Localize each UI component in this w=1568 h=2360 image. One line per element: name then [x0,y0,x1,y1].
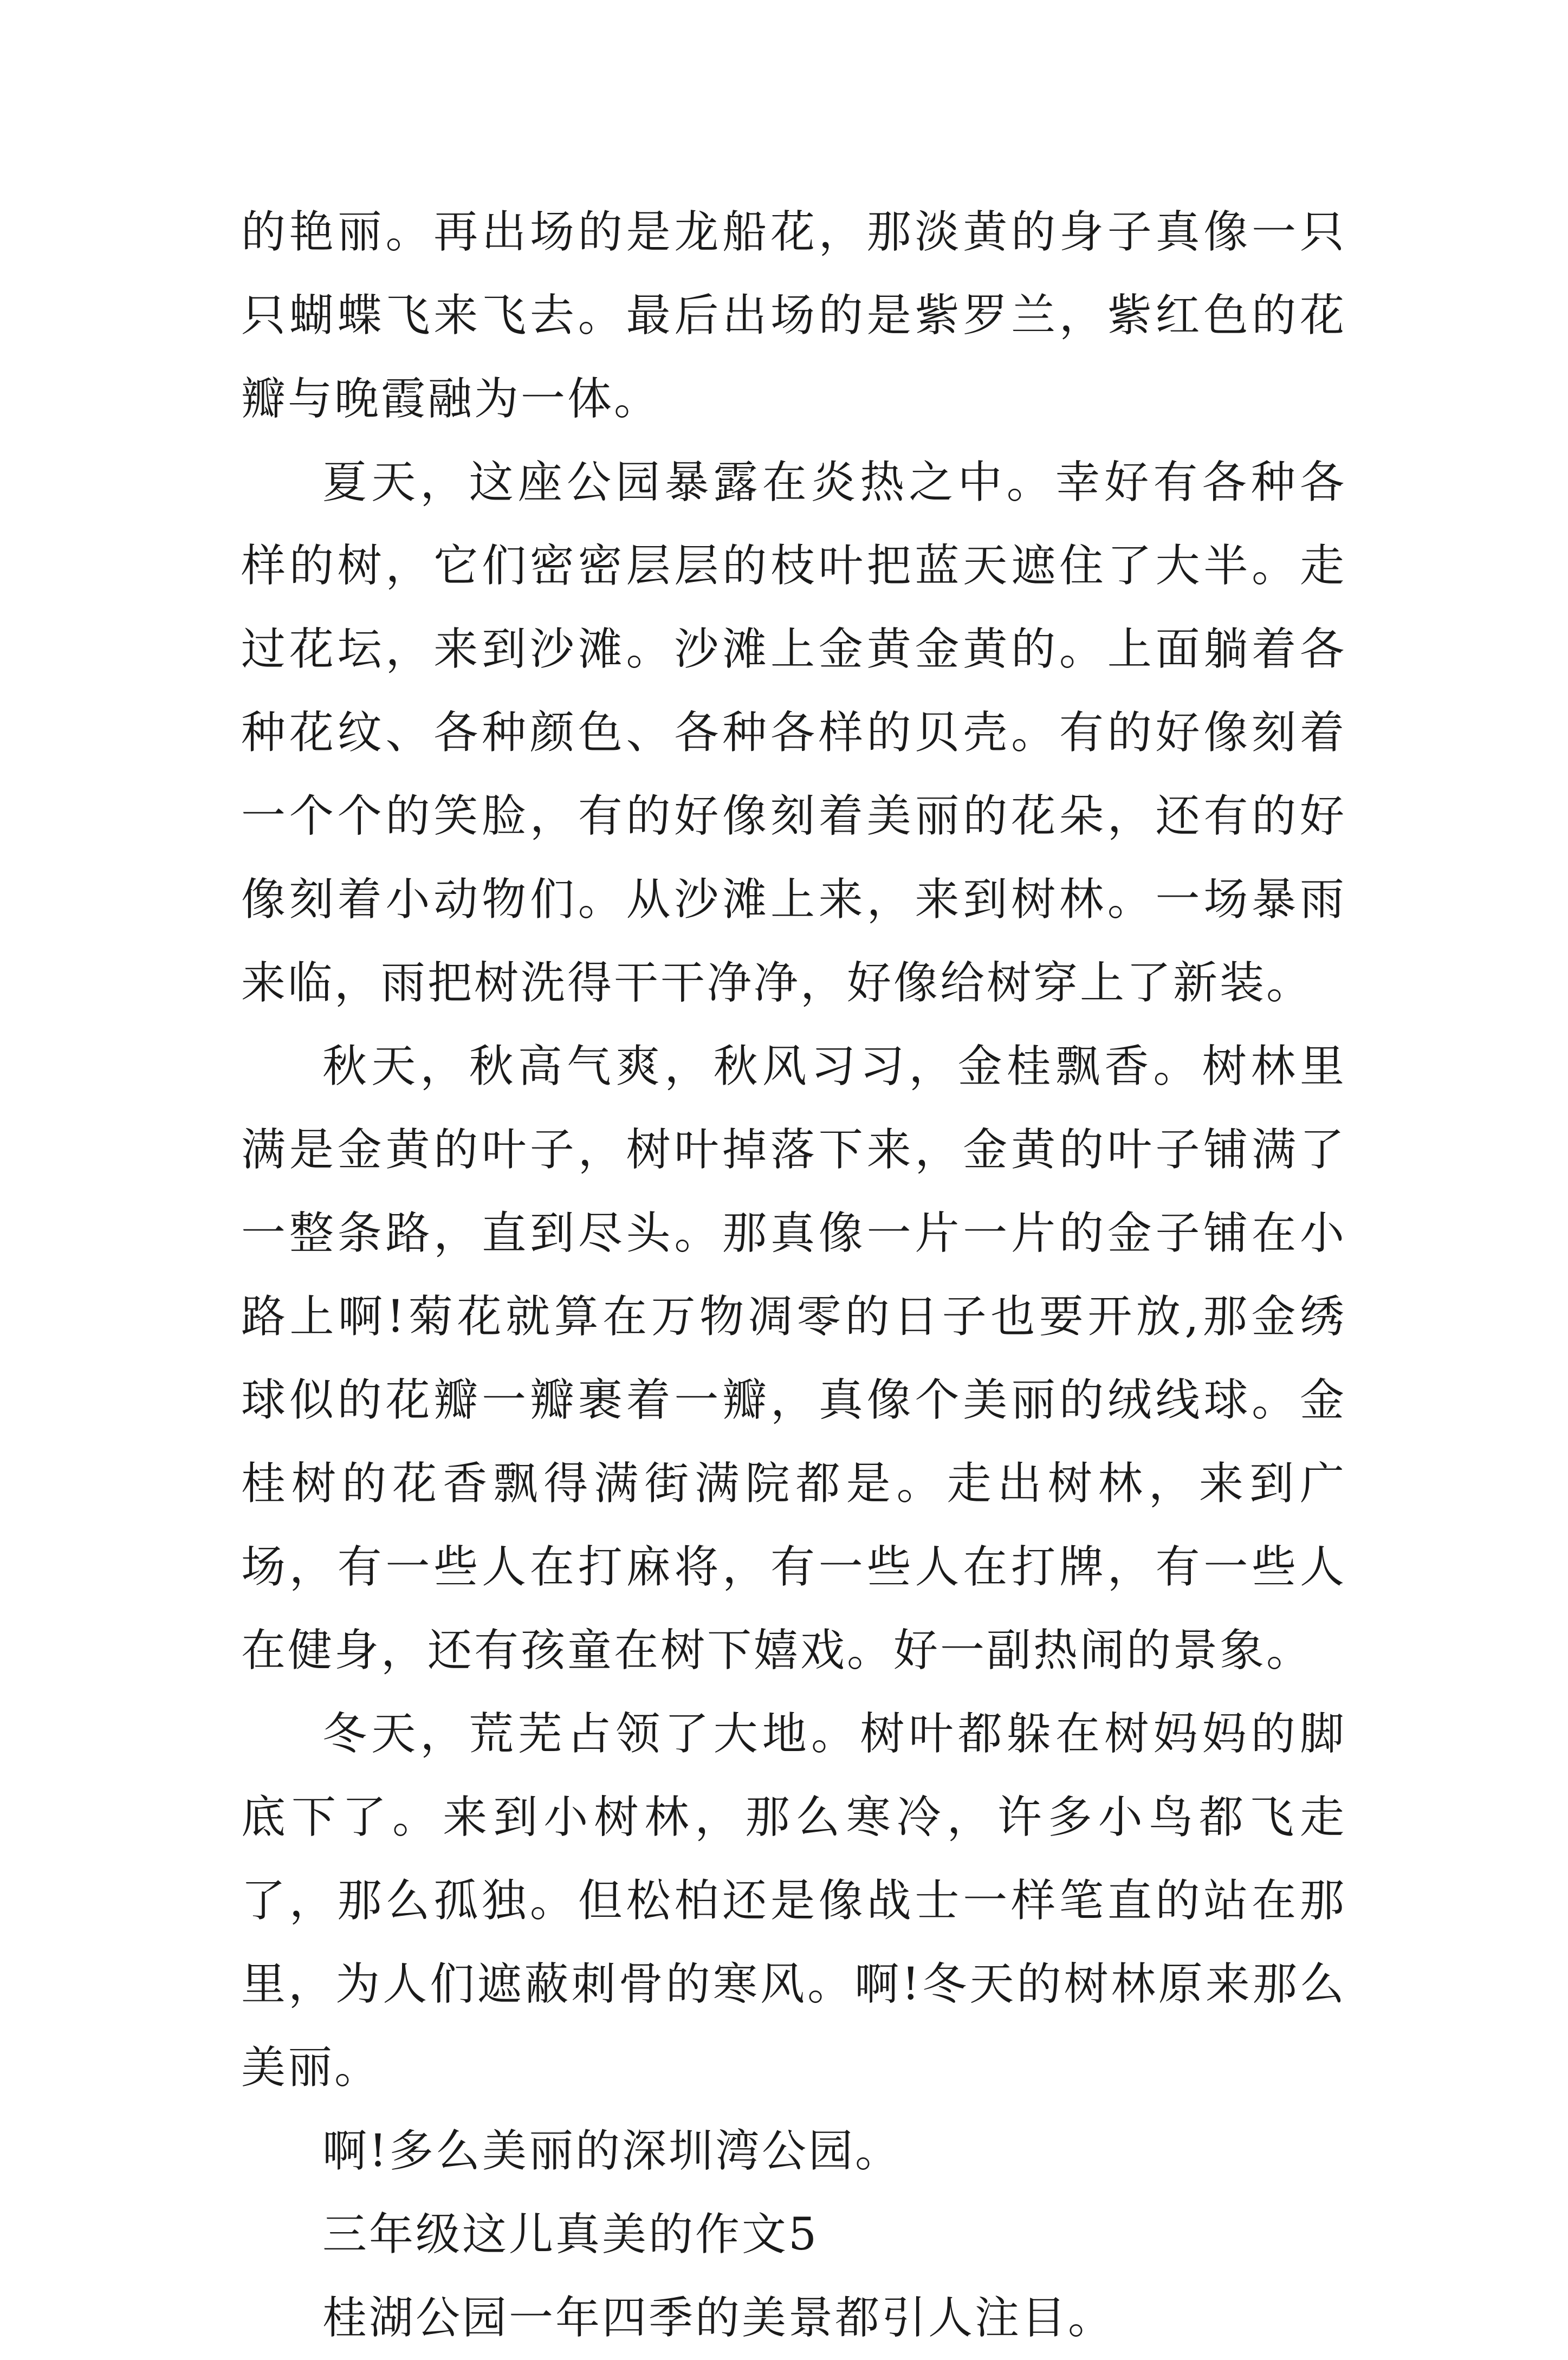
paragraph-summer: 夏天，这座公园暴露在炎热之中。幸好有各种各样的树，它们密密层层的枝叶把蓝天遮住了大半。走过花坛，来到沙滩。沙滩上金黄金黄的。上面躺着各种花纹、各种颜色、各种各样的贝壳。有的好像刻着一个个的笑脸，有的好像刻着美丽的花朵，还有的好像刻着小动物们。从沙滩上来，来到树林。一场暴雨来临，雨把树洗得干干净净，好像给树穿上了新装。 [241,457,1346,1009]
paragraph-winter: 冬天，荒芜占领了大地。树叶都躲在树妈妈的脚底下了。来到小树林，那么寒冷，许多小鸟都飞走了，那么孤独。但松柏还是像战士一样笔直的站在那里，为人们遮蔽刺骨的寒风。啊!冬天的树林原来那么美丽。 [241,1708,1346,2093]
paragraph-autumn: 秋天，秋高气爽，秋风习习，金桂飘香。树林里满是金黄的叶子，树叶掉落下来，金黄的叶子铺满了一整条路，直到尽头。那真像一片一片的金子铺在小路上啊!菊花就算在万物凋零的日子也要开放,那金绣球似的花瓣一瓣裹着一瓣，真像个美丽的绒线球。金桂树的花香飘得满街满院都是。走出树林，来到广场，有一些人在打麻将，有一些人在打牌，有一些人在健身，还有孩童在树下嬉戏。好一副热闹的景象。 [241,1041,1346,1676]
document-body [241,191,1346,2360]
paragraph-next-essay-intro: 桂湖公园一年四季的美景都引人注目。 [322,2292,1115,2344]
paragraph-spring-end: 的艳丽。再出场的是龙船花，那淡黄的身子真像一只只蝴蝶飞来飞去。最后出场的是紫罗兰，紫红色的花瓣与晚霞融为一体。 [241,206,1346,425]
essay-title: 三年级这儿真美的作文5 [322,2209,819,2260]
paragraph-closing: 啊!多么美丽的深圳湾公园。 [322,2125,902,2177]
